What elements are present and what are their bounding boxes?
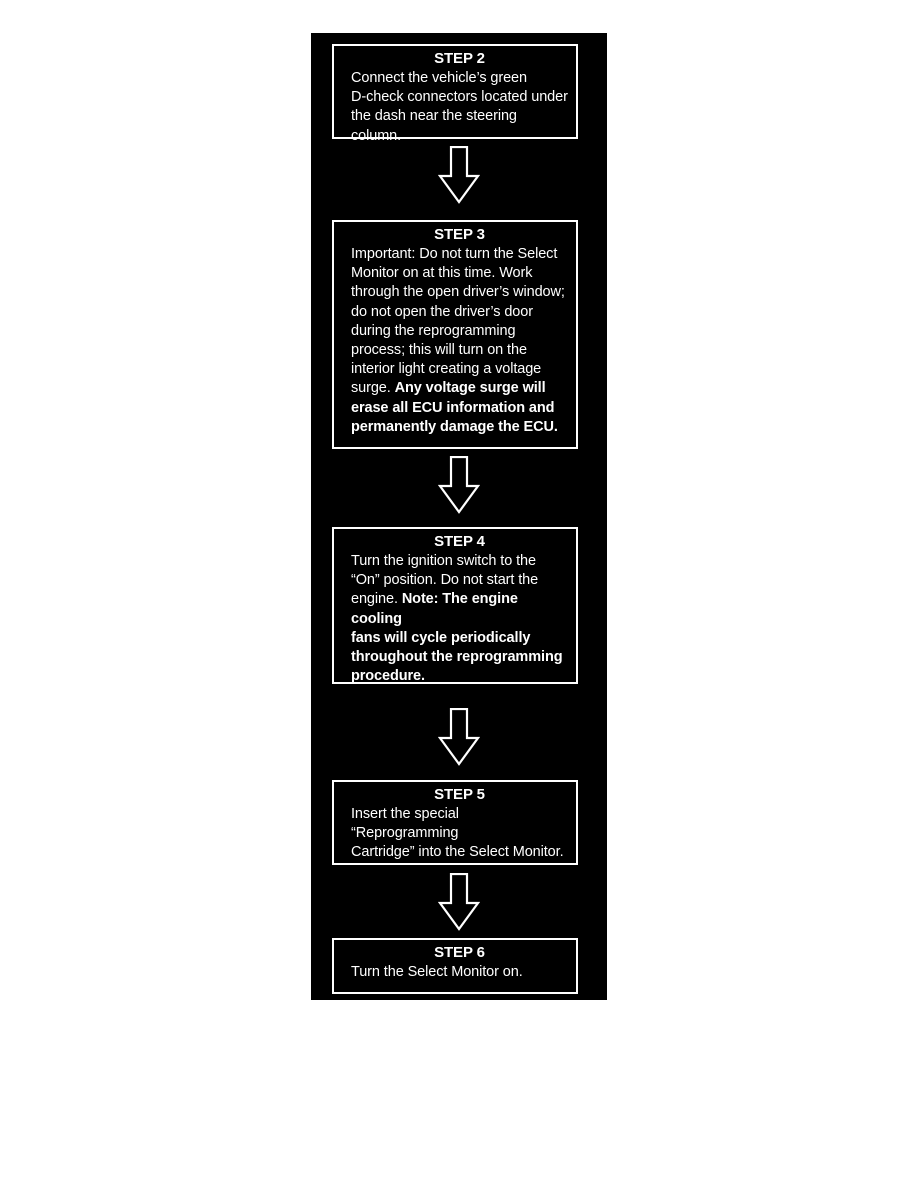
step-2-box bbox=[332, 44, 578, 144]
down-arrow-icon bbox=[438, 873, 480, 931]
step-warning-text: Any voltage surge will erase all ECU information and permanently damage the ECU. bbox=[351, 380, 558, 435]
step-instructions bbox=[351, 805, 568, 863]
down-arrow-icon bbox=[438, 456, 480, 514]
step-4-box bbox=[332, 527, 578, 684]
step-6-box bbox=[332, 938, 578, 994]
down-arrow-icon bbox=[438, 708, 480, 766]
step-text: Insert the special “Reprogramming Cartridge” into the Select Monitor. bbox=[351, 806, 564, 861]
step-instructions bbox=[351, 69, 568, 146]
step-warning-text: Note: The engine cooling fans will cycle periodically throughout the reprogramming procedure. bbox=[351, 591, 563, 685]
down-arrow-icon bbox=[438, 146, 480, 204]
step-instructions bbox=[351, 963, 568, 982]
step-text: Important: Do not turn the Select Monitor on at this time. Work through the open driver’s window; do not open the driver’s door during the reprogramming process; this will turn on the interior light creating a voltage surge. bbox=[351, 246, 565, 397]
step-title: STEP 4 bbox=[434, 533, 485, 550]
step-5-box bbox=[332, 780, 578, 865]
step-3-box bbox=[332, 220, 578, 449]
step-text: Connect the vehicle’s green D-check connectors located under the dash near the steering column. bbox=[351, 70, 568, 144]
step-title: STEP 3 bbox=[434, 226, 485, 243]
step-instructions bbox=[351, 245, 568, 437]
step-text: Turn the ignition switch to the “On” position. Do not start the engine. bbox=[351, 553, 539, 608]
step-instructions bbox=[351, 552, 568, 686]
step-title: STEP 2 bbox=[434, 50, 485, 67]
flowchart-panel bbox=[311, 33, 607, 1000]
step-title: STEP 6 bbox=[434, 944, 485, 961]
step-title: STEP 5 bbox=[434, 786, 485, 803]
step-text: Turn the Select Monitor on. bbox=[351, 964, 523, 980]
